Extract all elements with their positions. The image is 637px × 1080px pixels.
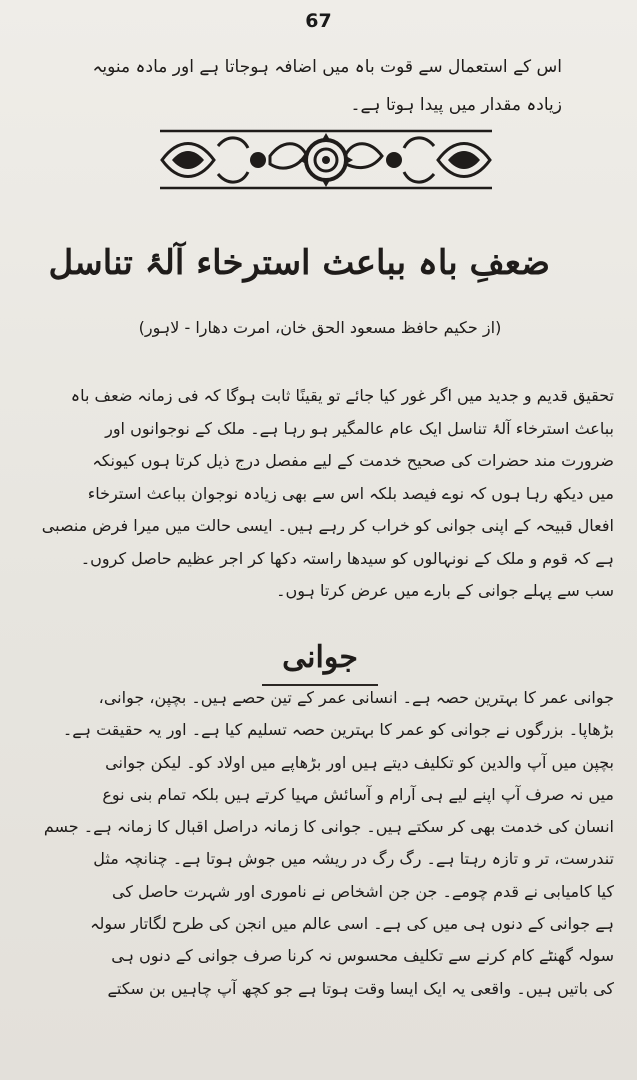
section-line: کی باتیں ہیں۔ واقعی یہ ایک ایسا وقت ہوتا ہے جو کچھ آپ چاہیں بن سکتے: [107, 978, 614, 998]
section-line: بچپن میں آپ والدین کو تکلیف دیتے ہیں اور بڑھاپے میں اولاد کو۔ لیکن جوانی: [105, 752, 614, 772]
intro-body-paragraph: [42, 380, 614, 608]
intro-line: اس کے استعمال سے قوت باہ میں اضافہ ہوجاتا ہے اور مادہ منویہ: [92, 57, 562, 77]
article-title: ضعفِ باہ بباعث استرخاء آلۂ تناسل: [48, 243, 550, 283]
floral-ornament-divider: [158, 126, 494, 196]
section-line: بڑھاپا۔ بزرگوں نے جوانی کو عمر کا بہترین حصہ تسلیم کیا ہے۔ اور یہ حقیقت ہے۔: [62, 720, 614, 740]
section-heading: جوانی: [282, 640, 358, 675]
paragraph-line: ہے کہ قوم و ملک کے نونہالوں کو سیدھا راستہ دکھا کر اجر عظیم حاصل کروں۔: [80, 548, 614, 568]
page-number: 67: [305, 10, 332, 32]
paragraph-line: تحقیق قدیم و جدید میں اگر غور کیا جائے تو یقینًا ثابت ہوگا کہ فی زمانہ ضعف باہ: [70, 386, 614, 405]
section-line: تندرست، تر و تازہ رہتا ہے۔ رگ رگ در ریشہ میں جوش ہوتا ہے۔ چنانچہ مثل: [93, 849, 614, 869]
article-byline: (از حکیم حافظ مسعود الحق خان، امرت دھارا - لاہور): [138, 318, 502, 337]
section-line: سولہ گھنٹے کام کرنے سے تکلیف محسوس نہ کرنا صرف جوانی کے دنوں ہی: [111, 946, 614, 966]
paragraph-line: میں دیکھ رہا ہوں کہ نوے فیصد بلکہ اس سے بھی زیادہ نوجوان بباعث استرخاء: [87, 483, 614, 503]
intro-line: زیادہ مقدار میں پیدا ہوتا ہے۔: [350, 95, 562, 115]
intro-paragraph: [62, 48, 562, 124]
section-line: جوانی عمر کا بہترین حصہ ہے۔ انسانی عمر کے تین حصے ہیں۔ بچپن، جوانی،: [98, 688, 614, 707]
paragraph-line: بباعث استرخاء آلۂ تناسل ایک عام عالمگیر ہو رہا ہے۔ ملک کے نوجوانوں اور: [105, 418, 614, 438]
section-body-paragraph: [42, 682, 614, 1005]
paragraph-line: ضرورت مند حضرات کی صحیح خدمت کے لیے مفصل درج ذیل کرتا ہوں کیونکہ: [92, 451, 614, 470]
paragraph-line: سب سے پہلے جوانی کے بارے میں عرض کرتا ہوں۔: [276, 581, 614, 600]
section-line: ہے جوانی کے دنوں ہی میں کی ہے۔ اسی عالم میں انجن کی طرح لگاتار سولہ: [90, 914, 614, 934]
paragraph-line: افعال قبیحہ کے اپنی جوانی کو خراب کر رہے ہیں۔ ایسی حالت میں میرا فرض منصبی: [42, 516, 614, 535]
section-line: کیا کامیابی نے قدم چومے۔ جن جن اشخاص نے ناموری اور شہرت حاصل کی: [111, 881, 614, 901]
section-line: میں نہ صرف آپ اپنے لیے ہی آرام و آسائش مہیا کرتے ہیں بلکہ تمام بنی نوع: [102, 784, 614, 804]
section-line: انسان کی خدمت بھی کر سکتے ہیں۔ جوانی کا زمانہ دراصل اقبال کا زمانہ ہے۔ جسم: [43, 817, 614, 837]
